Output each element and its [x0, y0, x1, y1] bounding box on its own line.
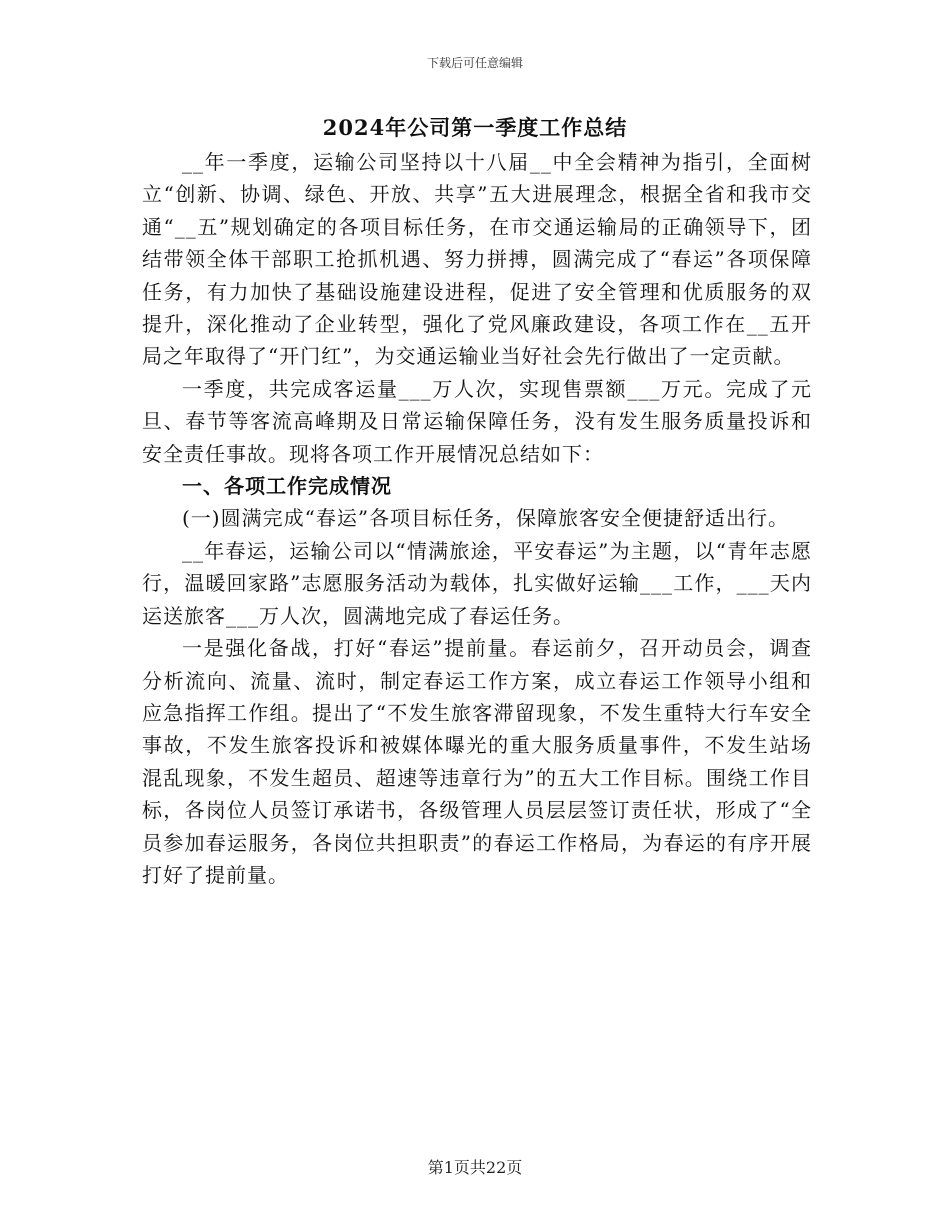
- document-title: 2024年公司第一季度工作总结: [322, 115, 628, 140]
- paragraph-subheading: (一)圆满完成“春运”各项目标任务，保障旅客安全便捷舒适出行。: [182, 506, 790, 531]
- page-footer: 第1页共22页: [427, 1158, 523, 1177]
- header-note: 下载后可任意编辑: [426, 56, 523, 70]
- paragraph-intro: __年一季度，运输公司坚持以十八届__中全会精神为指引，全面树立“创新、协调、绿色、开放、共享”五大进展理念，根据全省和我市交通“__五”规划确定的各项目标任务，在市交通运输局的正确领导下，团结带领全体干部职工抢抓机遇、努力拼搏，圆满完成了“春运”各项保障任务，有力加快了基础设施建设进程，促进了安全管理和优质服务的双提升，深化推动了企业转型，强化了党风廉政建设，各项工作在__五开局之年取得了“开门红”，为交通运输业当好社会先行做出了一定贡献。: [142, 150, 812, 369]
- paragraph-spring-transport: __年春运，运输公司以“情满旅途，平安春运”为主题，以“青年志愿行，温暖回家路”志愿服务活动为载体，扎实做好运输___工作，___天内运送旅客___万人次，圆满地完成了春运任务。: [142, 538, 812, 628]
- section-heading: 一、各项工作完成情况: [182, 474, 392, 499]
- paragraph-summary: 一季度，共完成客运量___万人次，实现售票额___万元。完成了元旦、春节等客流高峰期及日常运输保障任务，没有发生服务质量投诉和安全责任事故。现将各项工作开展情况总结如下：: [142, 376, 812, 466]
- paragraph-preparation: 一是强化备战，打好“春运”提前量。春运前夕，召开动员会，调查分析流向、流量、流时，制定春运工作方案，成立春运工作领导小组和应急指挥工作组。提出了“不发生旅客滞留现象，不发生重特大行车安全事故，不发生旅客投诉和被媒体曝光的重大服务质量事件，不发生站场混乱现象，不发生超员、超速等违章行为”的五大工作目标。围绕工作目标，各岗位人员签订承诺书，各级管理人员层层签订责任状，形成了“全员参加春运服务，各岗位共担职责”的春运工作格局，为春运的有序开展打好了提前量。: [142, 636, 812, 887]
- document-body: [142, 146, 812, 891]
